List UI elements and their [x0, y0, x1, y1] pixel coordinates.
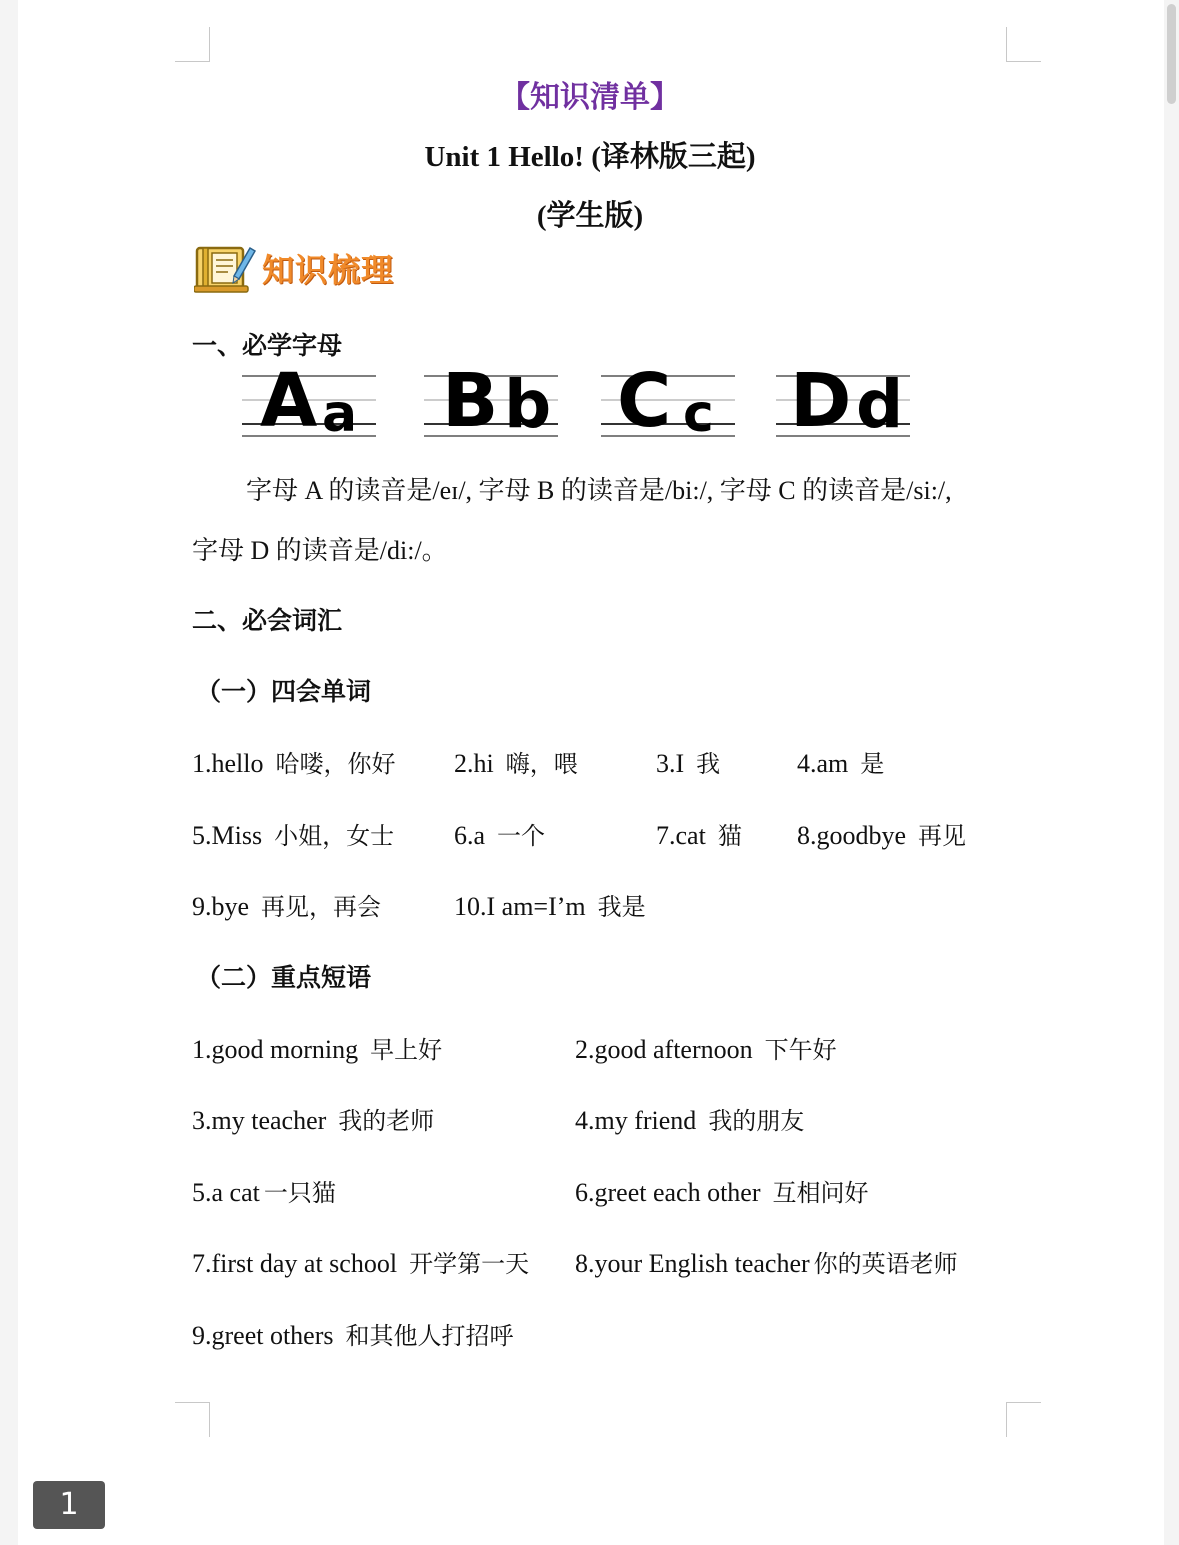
phrase-item: 5.a cat 一只猫	[192, 1178, 336, 1207]
letter-lower: a	[322, 384, 358, 444]
letter-upper: B	[442, 358, 499, 444]
section-banner	[194, 242, 394, 294]
notebook-pencil-icon	[194, 242, 256, 294]
phrase-item: 9.greet others 和其他人打招呼	[192, 1321, 514, 1350]
phrase-item: 6.greet each other 互相问好	[575, 1178, 869, 1207]
letter-card-b	[424, 358, 558, 448]
word-item: 9.bye 再见，再会	[192, 892, 382, 921]
phrase-item: 1.good morning 早上好	[192, 1035, 443, 1064]
phrase-item: 2.good afternoon 下午好	[575, 1035, 837, 1064]
word-item: 5.Miss 小姐，女士	[192, 821, 395, 850]
vertical-scrollbar[interactable]	[1164, 0, 1179, 1545]
word-item: 4.am 是	[797, 749, 885, 778]
phrase-item: 3.my teacher 我的老师	[192, 1106, 435, 1135]
phrase-item: 4.my friend 我的朋友	[575, 1106, 805, 1135]
page-corner-mark-bottom-left	[175, 1402, 210, 1437]
heading-four-skill-words: （一）四会单词	[196, 677, 372, 706]
phrase-item: 8.your English teacher 你的英语老师	[575, 1249, 958, 1278]
word-item: 2.hi 嗨，喂	[454, 749, 578, 778]
letter-upper: A	[260, 358, 318, 444]
word-item: 7.cat 猫	[656, 821, 742, 850]
heading-key-phrases: （二）重点短语	[196, 963, 372, 992]
word-item: 3.I 我	[656, 749, 721, 778]
letter-card-c	[601, 358, 735, 448]
letter-lower: d	[856, 366, 904, 443]
scrollbar-thumb[interactable]	[1167, 4, 1176, 104]
heading-vocabulary: 二、必会词汇	[192, 606, 343, 635]
word-item: 6.a 一个	[454, 821, 546, 850]
unit-title: Unit 1 Hello! (译林版三起)	[424, 141, 756, 173]
letter-lower: c	[683, 384, 714, 444]
pronunciation-line-1: 字母 A 的读音是/eɪ/, 字母 B 的读音是/bi:/, 字母 C 的读音是/si:/,	[246, 476, 952, 505]
pronunciation-line-2: 字母 D 的读音是/di:/。	[192, 536, 448, 565]
page-corner-mark-top-right	[1006, 27, 1041, 62]
letter-upper: D	[790, 358, 852, 444]
document-title-tag: 【知识清单】	[500, 80, 680, 115]
word-item: 8.goodbye 再见	[797, 821, 967, 850]
page-number-badge[interactable]: 1	[33, 1481, 105, 1529]
section-banner-label: 知识梳理	[262, 251, 395, 289]
phrase-item: 7.first day at school 开学第一天	[192, 1249, 530, 1278]
letter-card-d	[776, 358, 910, 448]
word-item: 10.I am=I’m 我是	[454, 892, 646, 921]
letter-upper: C	[617, 358, 672, 444]
word-item: 1.hello 哈喽，你好	[192, 749, 396, 778]
page-corner-mark-bottom-right	[1006, 1402, 1041, 1437]
heading-letters: 一、必学字母	[192, 331, 343, 360]
page-corner-mark-top-left	[175, 27, 210, 62]
letter-card-a	[242, 358, 376, 448]
edition-label: (学生版)	[536, 200, 644, 232]
letter-lower: b	[504, 366, 552, 443]
